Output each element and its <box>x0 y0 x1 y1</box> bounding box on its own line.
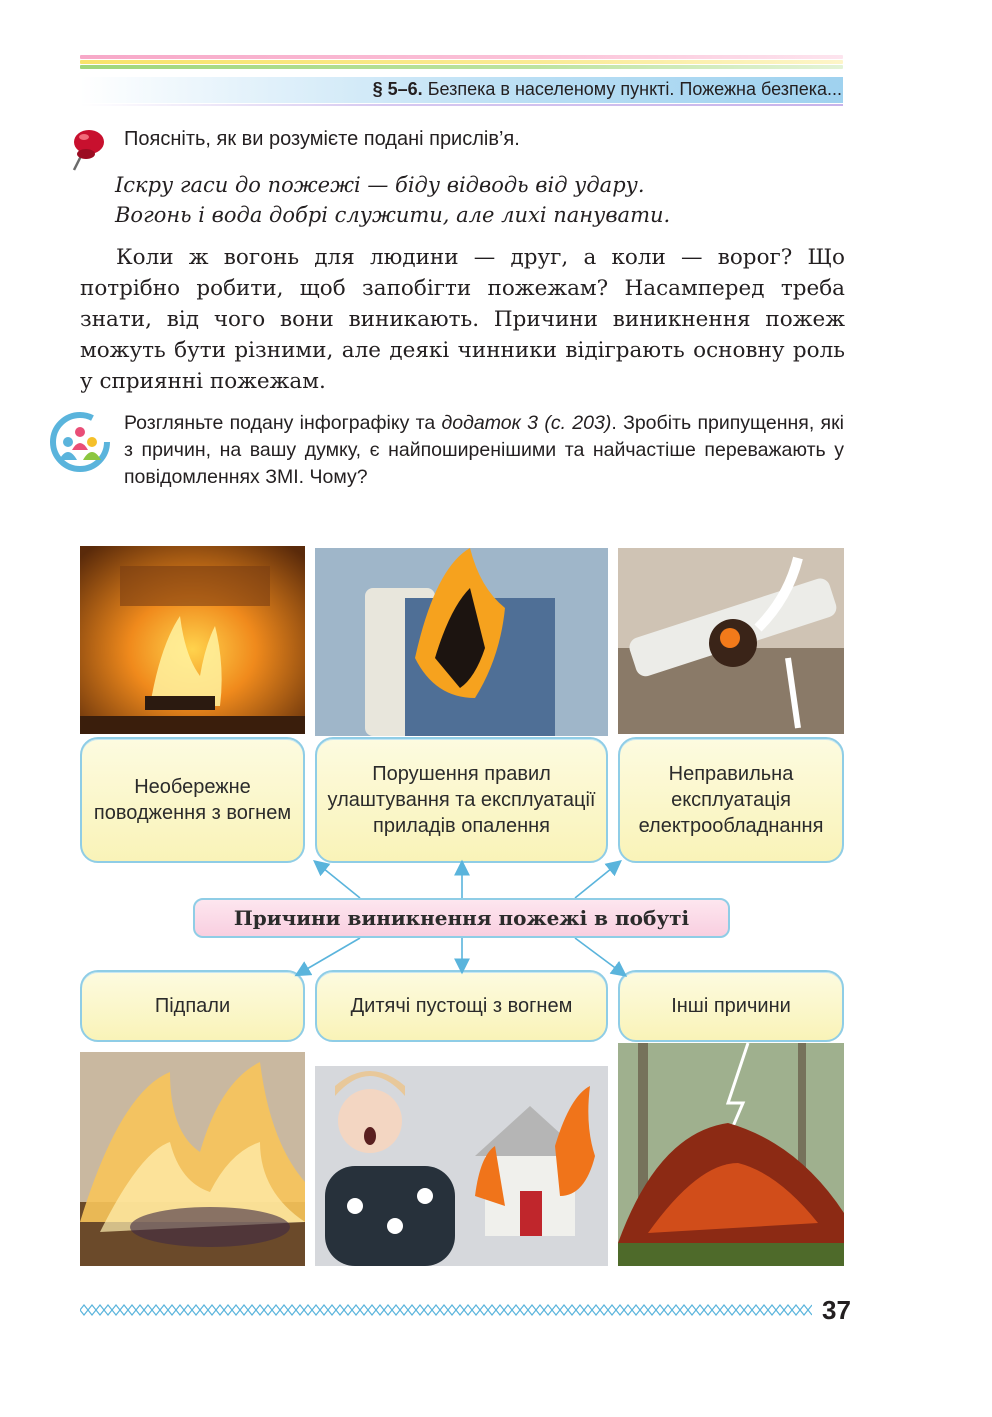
cause-careless-fire-handling: Необережне поводження з вогнем <box>80 737 305 863</box>
page-number: 37 <box>822 1295 851 1325</box>
photo-leaves-burning <box>80 1052 305 1266</box>
photo-power-strip-fire <box>618 548 844 734</box>
question-proverbs: Поясніть, як ви розумієте подані прислів’я. <box>124 128 520 150</box>
photo-kitchen-fire <box>80 546 305 734</box>
appendix-reference: додаток 3 (с. 203) <box>441 412 612 434</box>
main-paragraph: Коли ж вогонь для людини — друг, а коли — ворог? Що потрібно робити, щоб запобігти пожежам? Насамперед треба знати, від чого вони виникають. Причини виникнення пожеж можуть бути різними, але деякі чинники відіграють основну роль у сприянні пожежам. <box>80 245 845 394</box>
proverb-2: Вогонь і вода добрі служити, але лихі панувати. <box>115 203 671 227</box>
cause-arson: Підпали <box>80 970 305 1042</box>
section-number: § 5–6. <box>372 79 423 99</box>
cause-other: Інші причини <box>618 970 844 1042</box>
task-part-2: . Зробіть припущення, які з причин, на вашу думку, є найпоширенішими та найчастіше переважають у повідомленнях ЗМІ. Чому? <box>124 412 844 488</box>
pushpin-icon <box>68 126 108 172</box>
photo-heater-fire <box>315 548 608 736</box>
proverb-1: Іскру гаси до пожежі — біду відводь від удару. <box>115 173 645 197</box>
running-header <box>373 79 842 100</box>
task-text <box>124 410 844 491</box>
cause-children-playing: Дитячі пустощі з вогнем <box>315 970 608 1042</box>
header-stripes <box>80 55 843 75</box>
header-divider <box>80 104 843 106</box>
cause-electrical-misuse: Неправильна експлуатація електрообладнання <box>618 737 844 863</box>
infographic-center-title: Причини виникнення пожежі в побуті <box>193 898 730 938</box>
footer-zigzag <box>80 1303 812 1317</box>
photo-child-house-fire <box>315 1066 608 1266</box>
task-part-1: Розгляньте подану інфографіку та <box>124 412 442 434</box>
photo-forest-lightning-fire <box>618 1043 844 1266</box>
section-title: Безпека в населеному пункті. Пожежна безпека... <box>427 79 842 99</box>
cause-heating-rules-violation: Порушення правил улаштування та експлуатації приладів опалення <box>315 737 608 863</box>
group-work-icon <box>48 410 112 474</box>
